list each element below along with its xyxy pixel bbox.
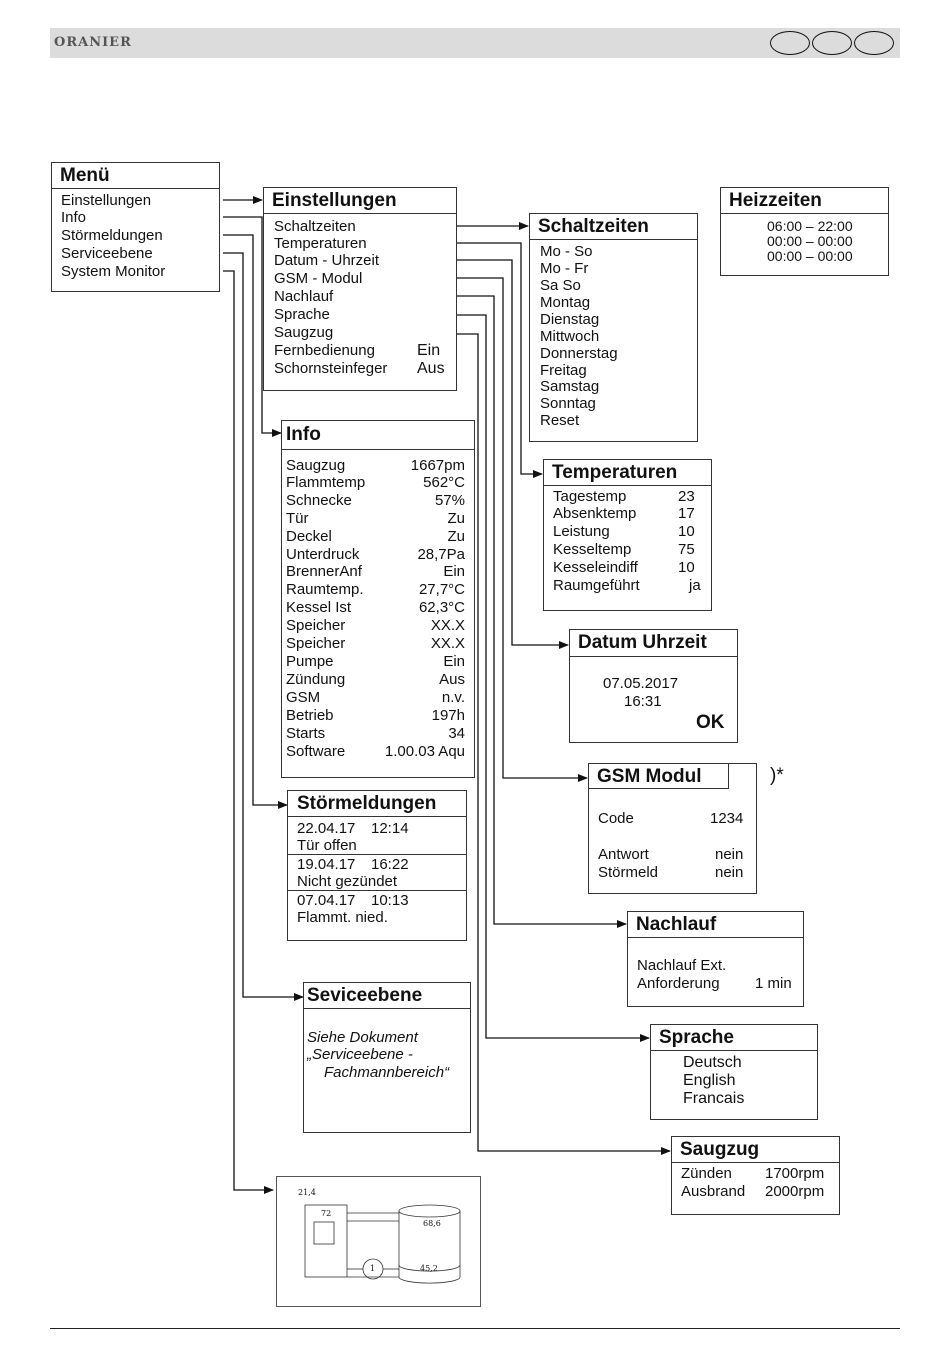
tank-top-value: 68,6 [423, 1219, 441, 1228]
temperaturen-label[interactable]: Leistung [553, 523, 610, 540]
stoermeldung-text: Nicht gezündet [297, 873, 398, 890]
info-value: Zu [447, 510, 465, 527]
info-title: Info [282, 421, 474, 450]
nachlauf-anforderung-value[interactable]: 1 min [755, 975, 792, 992]
info-value: Ein [443, 563, 465, 580]
saugzug-value[interactable]: 1700rpm [765, 1165, 825, 1182]
schaltzeiten-item[interactable]: Mo - Fr [540, 260, 589, 277]
einstellungen-item-schornsteinfeger[interactable]: Schornsteinfeger [274, 360, 388, 377]
info-value: 562°C [423, 474, 465, 491]
outside-temp-value: 21,4 [298, 1188, 316, 1197]
info-label: GSM [286, 689, 321, 706]
menu-item-system-monitor[interactable]: System Monitor [61, 263, 166, 280]
heizzeit-entry[interactable]: 00:00 – 00:00 [767, 248, 853, 264]
datum-ok-button[interactable]: OK [696, 712, 725, 733]
gsm-box [588, 763, 757, 894]
serviceebene-title: Seviceebene [304, 983, 470, 1009]
nachlauf-box [627, 911, 804, 1007]
stoermeldung-date: 07.04.17 [297, 892, 356, 909]
nachlauf-ext-label: Nachlauf Ext. [637, 957, 727, 974]
temperaturen-title: Temperaturen [544, 460, 711, 486]
heizzeit-entry[interactable]: 06:00 – 22:00 [767, 218, 853, 234]
heizzeiten-box [720, 187, 889, 276]
temperaturen-label[interactable]: Absenktemp [553, 505, 637, 522]
heizzeit-entry[interactable]: 00:00 – 00:00 [767, 233, 853, 249]
einstellungen-item-saugzug[interactable]: Saugzug [274, 324, 334, 341]
sprache-option[interactable]: English [683, 1072, 736, 1089]
gsm-stoermeld-label: Störmeld [598, 864, 659, 881]
nachlauf-anforderung-label: Anforderung [637, 975, 720, 992]
einstellungen-item-fernbedienung[interactable]: Fernbedienung [274, 342, 375, 359]
gsm-code-label: Code [598, 810, 634, 827]
temperaturen-label[interactable]: Tagestemp [553, 488, 627, 505]
temperaturen-value: 23 [678, 488, 695, 505]
datum-title: Datum Uhrzeit [570, 630, 737, 657]
schornsteinfeger-value: Aus [417, 360, 445, 377]
temperaturen-value: 75 [678, 541, 695, 558]
menu-item-serviceebene[interactable]: Serviceebene [61, 245, 153, 262]
schaltzeiten-item[interactable]: Mittwoch [540, 328, 600, 345]
menu-item-stoermeldungen[interactable]: Störmeldungen [61, 227, 163, 244]
header-circles-icon [768, 31, 894, 55]
info-value: 62,3°C [418, 599, 465, 616]
serviceebene-box [303, 982, 471, 1133]
einstellungen-item-datum[interactable]: Datum - Uhrzeit [274, 252, 380, 269]
sprache-box [650, 1024, 818, 1120]
info-label: Software [286, 743, 346, 760]
info-value: 1.00.03 Aqu [384, 743, 465, 760]
temperaturen-label[interactable]: Kesseleindiff [553, 559, 638, 576]
info-label: Unterdruck [286, 546, 360, 563]
stoermeldung-text: Tür offen [297, 837, 357, 854]
info-label: Betrieb [286, 707, 334, 724]
info-label: Speicher [286, 617, 346, 634]
schaltzeiten-item[interactable]: Dienstag [540, 311, 600, 328]
info-label: Zündung [286, 671, 346, 688]
sprache-title: Sprache [651, 1025, 817, 1051]
serviceebene-text: „Serviceebene - [307, 1046, 413, 1063]
saugzug-title: Saugzug [672, 1137, 839, 1163]
info-label: BrennerAnf [286, 563, 362, 580]
heizzeiten-title: Heizzeiten [721, 188, 888, 214]
info-value: XX.X [430, 635, 465, 652]
info-value: n.v. [441, 689, 465, 706]
menu-item-einstellungen[interactable]: Einstellungen [61, 192, 152, 209]
serviceebene-text: Fachmannbereich“ [324, 1064, 450, 1081]
boiler-temp-value: 72 [321, 1209, 332, 1218]
temperaturen-label[interactable]: Kesseltemp [553, 541, 632, 558]
info-label: Tür [286, 510, 309, 527]
menu-box [51, 162, 220, 292]
info-value: 197h [431, 707, 465, 724]
info-label: Saugzug [286, 457, 346, 474]
temperaturen-value: 17 [678, 505, 695, 522]
saugzug-label: Zünden [681, 1165, 732, 1182]
info-value: 34 [448, 725, 465, 742]
gsm-footnote-marker: )* [770, 765, 784, 786]
einstellungen-item-gsm[interactable]: GSM - Modul [274, 270, 363, 287]
info-value: 27,7°C [418, 581, 465, 598]
schaltzeiten-item[interactable]: Montag [540, 294, 591, 311]
oranier-logo: ORANIER [54, 35, 132, 50]
schaltzeiten-item[interactable]: Freitag [540, 362, 587, 379]
saugzug-label: Ausbrand [681, 1183, 746, 1200]
info-label: Schnecke [286, 492, 352, 509]
schaltzeiten-item[interactable]: Samstag [540, 378, 600, 395]
gsm-antwort-label: Antwort [598, 846, 649, 863]
stoermeldungen-title: Störmeldungen [288, 791, 466, 817]
stoermeldungen-box [287, 790, 467, 941]
einstellungen-item-sprache[interactable]: Sprache [274, 306, 330, 323]
gsm-stoermeld-value[interactable]: nein [715, 864, 744, 881]
datum-box [569, 629, 738, 743]
boiler-window-icon [314, 1222, 334, 1244]
gsm-antwort-value[interactable]: nein [715, 846, 744, 863]
sprache-option[interactable]: Francais [683, 1090, 745, 1107]
stoermeldung-time: 12:14 [371, 820, 409, 837]
nachlauf-title: Nachlauf [628, 912, 803, 938]
stoermeldung-date: 22.04.17 [297, 820, 356, 837]
temperaturen-value: 10 [678, 523, 695, 540]
footer-rule [50, 1328, 900, 1329]
divider [288, 890, 466, 891]
schaltzeiten-item[interactable]: Donnerstag [540, 345, 618, 362]
saugzug-value[interactable]: 2000rpm [765, 1183, 825, 1200]
datum-date[interactable]: 07.05.2017 [603, 675, 679, 692]
einstellungen-title: Einstellungen [264, 188, 456, 214]
info-value: Zu [447, 528, 465, 545]
einstellungen-item-schaltzeiten[interactable]: Schaltzeiten [274, 218, 356, 235]
gsm-code-value[interactable]: 1234 [710, 810, 744, 827]
einstellungen-item-nachlauf[interactable]: Nachlauf [274, 288, 334, 305]
temperaturen-value: ja [689, 577, 701, 594]
tank-bottom-value: 45,2 [420, 1264, 438, 1273]
temperaturen-value: 10 [678, 559, 695, 576]
menu-item-info[interactable]: Info [61, 209, 87, 226]
serviceebene-text: Siehe Dokument [307, 1029, 418, 1046]
datum-time[interactable]: 16:31 [624, 693, 662, 710]
info-value: 28,7Pa [417, 546, 465, 563]
info-label: Kessel Ist [286, 599, 352, 616]
temperaturen-box [543, 459, 712, 611]
page-header [50, 28, 900, 58]
info-box [281, 420, 475, 778]
gsm-title: GSM Modul [589, 764, 729, 789]
sprache-option[interactable]: Deutsch [683, 1054, 742, 1071]
fernbedienung-value: Ein [417, 342, 441, 359]
saugzug-box [671, 1136, 840, 1215]
schaltzeiten-item[interactable]: Mo - So [540, 243, 593, 260]
info-label: Speicher [286, 635, 346, 652]
info-value: Aus [439, 671, 465, 688]
info-value: 1667pm [410, 457, 465, 474]
schaltzeiten-item[interactable]: Sonntag [540, 395, 596, 412]
schaltzeiten-item[interactable]: Sa So [540, 277, 581, 294]
info-label: Deckel [286, 528, 332, 545]
stoermeldung-time: 10:13 [371, 892, 409, 909]
temperaturen-label[interactable]: Raumgeführt [553, 577, 640, 594]
system-monitor-box [276, 1176, 481, 1307]
schaltzeiten-title: Schaltzeiten [530, 214, 697, 240]
info-value: XX.X [430, 617, 465, 634]
info-label: Flammtemp [286, 474, 366, 491]
info-label: Raumtemp. [286, 581, 364, 598]
menu-title: Menü [52, 163, 219, 189]
info-label: Starts [286, 725, 326, 742]
schaltzeiten-item-reset[interactable]: Reset [540, 412, 580, 429]
info-value: 57% [434, 492, 465, 509]
einstellungen-box [263, 187, 457, 391]
schaltzeiten-box [529, 213, 698, 442]
stoermeldung-date: 19.04.17 [297, 856, 356, 873]
pump-value: 1 [370, 1264, 376, 1273]
stoermeldung-time: 16:22 [371, 856, 409, 873]
stoermeldung-text: Flammt. nied. [297, 909, 388, 926]
divider [288, 854, 466, 855]
einstellungen-item-temperaturen[interactable]: Temperaturen [274, 235, 367, 252]
info-label: Pumpe [286, 653, 334, 670]
info-value: Ein [443, 653, 465, 670]
